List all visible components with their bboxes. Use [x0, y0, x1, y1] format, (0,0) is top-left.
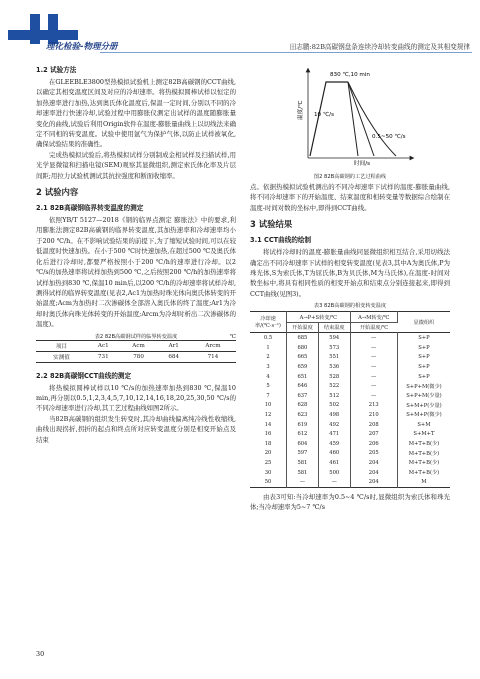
table-3-cell: 522 [318, 381, 350, 391]
section-2-2-paragraph-2: 当82B高碳钢的组织发生转变时,其冷却曲线偏离纯冷线性收缩线,曲线出现拐折,拐折的起点和终点所对应转变温度分别是相变开始点及结束 [36, 414, 236, 444]
table-3-cell: — [350, 362, 397, 372]
table-3-cell: 204 [350, 468, 397, 478]
table-3-cell: 213 [350, 401, 397, 411]
x-axis-label: 时间/s [354, 161, 370, 166]
hold-label: 830 ℃,10 min [330, 72, 370, 78]
right-column [250, 62, 450, 513]
table-3-row [250, 372, 450, 382]
table-3-cell: 16 [250, 429, 287, 439]
section-1-2-paragraph-1: 在GLEEBLE3800型热模拟试验机上测定82B高碳钢的CCT曲线,以确定其相变温度区间及对应的冷却速率。将热模拟圆棒试样以恒定的加热速率进行加热,达到奥氏体化温度后,保温一定时间,分别以不同的冷却速率进行快速冷却,试验过程中用膨胀仪测定出试样的温度随膨胀量变化的曲线,试验后利用Origin软件在温度-膨胀量曲线上以切线法来确定不同相的转变温度。试验中使用氩气为保护气体,以防止试样被氧化,确保试验结果的准确性。 [36, 78, 236, 149]
table-3-cell: 461 [318, 458, 350, 468]
table-2-unit: ℃ [229, 333, 236, 340]
table-3-cell: — [350, 353, 397, 363]
table-3 [250, 311, 450, 488]
table-3-cell: — [350, 381, 397, 391]
table-3-cell: S+P [418, 344, 430, 351]
table-3-cell: 25 [250, 458, 287, 468]
table-3-header-m-start: 开始温度/℃ [359, 325, 389, 332]
left-column [36, 62, 236, 445]
section-3-1-paragraph: 将试样冷却时的温度-膨胀量曲线同显微组织相互结合,采用切线法确定出不同冷却速率下试样的相变转变温度(见表3,其中A为奥氏体,P为珠光体,S为索氏体,T为屈氏体,B为贝氏体,M为马氏体),在温度-时间对数坐标中,将具有相同性质的相变开始点和结束点分别连接起来,即得到CCT曲线(见图3)。 [250, 248, 450, 298]
section-2-2-heading: 2.2 82B高碳钢CCT曲线的测定 [36, 371, 132, 380]
heating-hold-line [310, 82, 348, 156]
table-2 [36, 340, 236, 363]
table-2-caption: 表2 82B高碳钢试样的临界转变温度 [94, 333, 178, 340]
header-rule [100, 52, 472, 53]
table-3-cell: 50 [250, 477, 287, 487]
table-2-header: 项目 [55, 343, 68, 350]
table-3-cell: 205 [350, 449, 397, 459]
table-3-header-structure: 显微组织 [413, 319, 435, 326]
table-3-row [250, 458, 450, 468]
table-3-row [250, 333, 450, 343]
table-3-cell: S+P [418, 364, 430, 371]
table-3-cell: 500 [318, 468, 350, 478]
table-3-row [250, 391, 450, 401]
table-3-cell: 3 [250, 362, 287, 372]
table-3-cell: 685 [287, 333, 319, 343]
table-3-cell: 651 [287, 372, 319, 382]
table-3-cell: S+M+P(少量) [406, 402, 442, 409]
table-2-header: Arcm [205, 342, 221, 349]
table-3-cell: S+P+M(微少) [406, 383, 442, 390]
table-2-header: Ar1 [168, 342, 179, 349]
page-number: 30 [36, 650, 45, 658]
table-3-cell: 204 [350, 477, 397, 487]
table-3-row [250, 439, 450, 449]
cooling-rate-label: 0.5~50 ℃/s [372, 134, 406, 140]
table-3-cell: — [350, 333, 397, 343]
table-2-cell: 731 [97, 353, 109, 360]
table-3-cell: 528 [318, 372, 350, 382]
table-3-cell: M+T+B(少) [408, 450, 440, 457]
table-3-cell: 551 [318, 353, 350, 363]
table-3-cell: 20 [250, 449, 287, 459]
table-3-cell: — [350, 343, 397, 353]
table-3-header-rate: 冷却速率/(℃·s⁻¹) [250, 312, 287, 333]
table-3-row [250, 353, 450, 363]
table-3-cell: 646 [287, 381, 319, 391]
table-3-header-ap: A→P+S转变/℃ [287, 312, 351, 323]
table-3-cell: 637 [287, 391, 319, 401]
table-3-cell: 502 [318, 401, 350, 411]
y-axis-label: 温度/℃ [298, 100, 304, 120]
section-1-2-heading: 1.2 试验方法 [36, 66, 77, 74]
table-3-cell: 573 [318, 343, 350, 353]
table-3-cell: 536 [318, 362, 350, 372]
table-3-cell: 581 [287, 468, 319, 478]
section-2-2-paragraph-1: 将热模拟圆棒试样以10 ℃/s的加热速率加热到830 ℃,保温10 min,再分别以0.5,1,2,3,4,5,7,10,12,14,16,18,20,25,30,50 ℃/s的不同冷却速率进行冷却,其工艺过程曲线如图2所示。 [36, 383, 236, 413]
table-3-cell: — [350, 391, 397, 401]
table-3-row [250, 401, 450, 411]
table-3-cell: S+M+T [413, 431, 435, 438]
table-3-cell: 628 [287, 401, 319, 411]
cooling-curve [348, 82, 396, 156]
table-3-cell: 492 [318, 420, 350, 430]
table-3-cell: 498 [318, 410, 350, 420]
process-curve-diagram [250, 62, 450, 166]
table-2-cell: 684 [168, 353, 180, 360]
table-2-header: Acm [132, 342, 145, 349]
table-2-cell: 714 [207, 353, 219, 360]
section-3-heading: 3 试验结果 [250, 219, 293, 230]
table-3-cell: 4 [250, 372, 287, 382]
section-1-2-paragraph-2: 完成热模拟试验后,将热模拟试样分别制成金相试样及扫描试样,用光学显微镜和扫描电镜(SEM)观察其显微组织,测定索氏体化率及片层间距;用拉力试验机测试其抗拉强度和断面收缩率。 [36, 150, 236, 180]
table-3-cell: 594 [318, 333, 350, 343]
table-3-caption: 表3 82B高碳钢的相变转变温度 [313, 303, 387, 310]
table-2-header: Ac1 [97, 342, 109, 349]
table-3-cell: 612 [287, 429, 319, 439]
section-2-heading: 2 试验内容 [36, 187, 79, 198]
table-3-row [250, 477, 450, 487]
table-3-row [250, 468, 450, 478]
table-3-cell: — [350, 372, 397, 382]
table-3-cell: — [287, 477, 319, 487]
table-3-cell: M+T+B(少) [408, 441, 440, 448]
page-header [0, 0, 480, 50]
table-3-row [250, 343, 450, 353]
table-3-cell: 1 [250, 343, 287, 353]
table-3-cell: S+P [418, 354, 430, 361]
paragraph-continued: 点。依据热模拟试验机测出的不同冷却速率下试样的温度-膨胀量曲线,将不同冷却速率下的开始温度、结束温度和相转变量等数据综合绘制在温度-时间对数的坐标中,即得到CCT曲线。 [250, 183, 450, 212]
table-3-cell: 680 [287, 343, 319, 353]
table-3-cell: M [421, 479, 427, 486]
table-3-cell: 471 [318, 429, 350, 439]
table-3-cell: S+P+M(少量) [406, 393, 442, 400]
journal-brand: 理化检验-物理分册 [46, 42, 118, 52]
table-3-cell: 12 [250, 410, 287, 420]
table-3-cell: 2 [250, 353, 287, 363]
table-3-cell: — [318, 477, 350, 487]
table-3-row [250, 362, 450, 372]
table-3-cell: 18 [250, 439, 287, 449]
table-3-cell: 604 [287, 439, 319, 449]
table-3-row [250, 429, 450, 439]
table-3-cell: M+T+B(少) [408, 470, 440, 477]
table-2-cell: 780 [133, 353, 144, 360]
cooling-curve [348, 82, 374, 156]
table-3-cell: 204 [350, 458, 397, 468]
table-3-cell: 619 [287, 420, 319, 430]
table-3-cell: 207 [350, 429, 397, 439]
table-3-cell: 0.5 [250, 333, 287, 343]
table-3-header-am: A→M转变/℃ [350, 312, 397, 323]
table-3-cell: S+P [418, 373, 430, 380]
figure-2 [250, 62, 450, 180]
table-3-cell: 208 [350, 420, 397, 430]
table-3-cell: 210 [350, 410, 397, 420]
table-3-cell: S+P [418, 335, 430, 342]
table-3-cell: 459 [318, 439, 350, 449]
running-title: 田志鹏:82B高碳钢盘条连续冷却转变曲线的测定及其相变规律 [289, 43, 470, 51]
table-3-body [250, 333, 450, 488]
table-3-cell: 206 [350, 439, 397, 449]
table-3-header-start: 开始温度 [287, 322, 319, 333]
section-2-1-paragraph: 依照YB/T 5127—2018《钢的临界点测定 膨胀法》中的要求,利用膨胀法测定82B高碳钢的临界转变温度,其加热速率和冷却速率均小于200 ℃/h。在不影响试验结果的前提下,为了缩短试验时间,可以在较低温度时快速加热。在小于500 ℃时快速加热,在超过500 ℃及奥氏体化后进行冷却时,都要严格按照小于200 ℃/h的速率进行冷却。以2 ℃/s的加热速率将试样加热到500 ℃,之后按照200 ℃/h的加热速率将试样加热到830 ℃,保温10 min后,以200 ℃/h的冷却速率将试样冷却,测得试样的临界转变温度(见表2,Ac1为加热时珠光体向奥氏体转变的开始温度;Acm为加热时二次渗碳体全部溶入奥氏体的终了温度;Ar1为冷却时奥氏体向珠光体转变的开始温度;Arcm为冷却时析出二次渗碳体的温度)。 [36, 216, 236, 329]
table-3-cell: 665 [287, 353, 319, 363]
table-3-cell: M+T+B(少) [408, 460, 440, 467]
table-3-cell: 10 [250, 401, 287, 411]
section-2-1-heading: 2.1 82B高碳钢临界转变温度的测定 [36, 204, 144, 213]
table-3-row [250, 381, 450, 391]
table-3-cell: 581 [287, 458, 319, 468]
table-3-row [250, 420, 450, 430]
table-3-cell: 659 [287, 362, 319, 372]
table-3-cell: 5 [250, 381, 287, 391]
table-3-cell: 7 [250, 391, 287, 401]
table-3-row [250, 449, 450, 459]
heating-rate-label: 10 ℃/s [314, 112, 334, 118]
paragraph-bottom: 由表3可知:当冷却速率为0.5~4 ℃/s时,显微组织为索氏体和珠光体;当冷却速率为5~7 ℃/s [250, 492, 450, 512]
table-3-cell: 460 [318, 449, 350, 459]
table-2-cell: 实测值 [53, 354, 70, 361]
section-3-1-heading: 3.1 CCT曲线的绘制 [250, 236, 312, 245]
figure-2-caption: 图2 82B高碳钢的工艺过程曲线 [313, 174, 387, 180]
table-3-cell: 30 [250, 468, 287, 478]
table-3-header-end: 结束温度 [318, 322, 350, 333]
table-3-cell: S+M [417, 421, 431, 428]
table-3-cell: 14 [250, 420, 287, 430]
table-3-cell: 623 [287, 410, 319, 420]
table-3-cell: 512 [318, 391, 350, 401]
table-3-row [250, 410, 450, 420]
table-2-row [36, 351, 236, 362]
table-3-cell: 597 [287, 449, 319, 459]
table-3-cell: S+M+P(微少) [406, 412, 442, 419]
